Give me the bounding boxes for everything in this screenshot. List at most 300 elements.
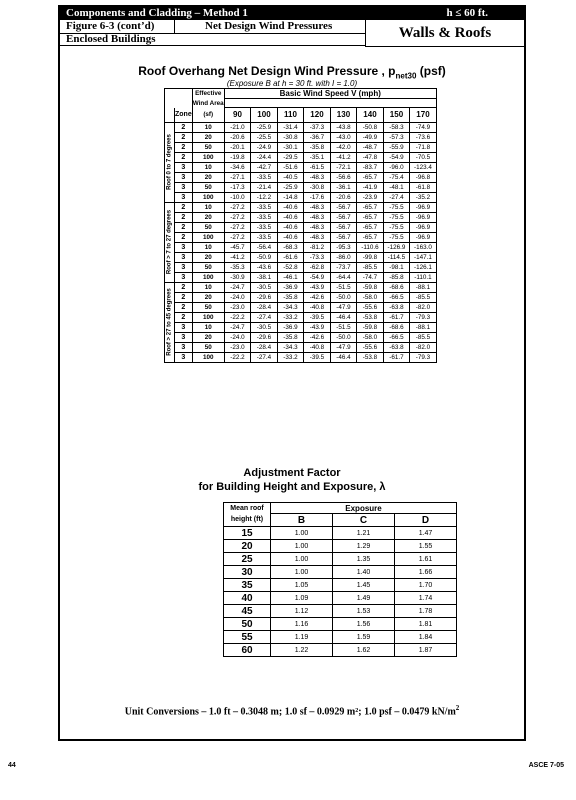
table-row	[165, 182, 437, 192]
header-wind-area: Wind Area	[192, 99, 224, 107]
pressure-cell: -20.6	[330, 192, 357, 202]
zone-cell: 2	[175, 142, 193, 152]
factor-cell: 1.19	[271, 631, 333, 644]
factor-cell: 1.45	[333, 579, 395, 592]
pressure-cell: -36.9	[277, 282, 304, 292]
pressure-cell: -29.6	[251, 292, 278, 302]
pressure-cell: -65.7	[357, 222, 384, 232]
walls-roofs-title: Walls & Roofs	[398, 25, 492, 41]
pressure-cell: -33.5	[251, 232, 278, 242]
pressure-cell: -43.9	[304, 322, 331, 332]
pressure-cell: -35.2	[410, 192, 437, 202]
method-title: Components and Cladding – Method 1	[60, 7, 365, 20]
factor-cell: 1.84	[395, 631, 457, 644]
pressure-cell: -52.8	[277, 262, 304, 272]
pressure-cell: -61.7	[383, 312, 410, 322]
factor-cell: 1.47	[395, 527, 457, 540]
pressure-cell: -35.1	[304, 152, 331, 162]
pressure-cell: -110.6	[357, 242, 384, 252]
pressure-cell: -56.4	[251, 242, 278, 252]
table-row	[165, 202, 437, 212]
area-cell: 20	[192, 252, 224, 262]
wind-table-title-main: Roof Overhang Net Design Wind Pressure , p	[138, 64, 396, 78]
area-cell: 50	[192, 142, 224, 152]
area-cell: 10	[192, 202, 224, 212]
header-speed-130: 130	[330, 108, 357, 123]
zone-cell: 2	[175, 152, 193, 162]
pressure-cell: -40.6	[277, 212, 304, 222]
pressure-cell: -41.2	[224, 252, 251, 262]
pressure-cell: -147.1	[410, 252, 437, 262]
factor-cell: 1.00	[271, 553, 333, 566]
header-mean-roof: Mean roof	[224, 503, 271, 514]
pressure-cell: -51.5	[330, 282, 357, 292]
pressure-cell: -30.8	[277, 132, 304, 142]
pressure-cell: -50.0	[330, 332, 357, 342]
table-row	[165, 272, 437, 282]
pressure-cell: -73.3	[304, 252, 331, 262]
header-height-ft: height (ft)	[224, 514, 271, 527]
zone-cell: 2	[175, 212, 193, 222]
pressure-cell: -19.8	[224, 152, 251, 162]
pressure-cell: -43.6	[251, 262, 278, 272]
area-cell: 10	[192, 282, 224, 292]
adjustment-row	[224, 618, 457, 631]
pressure-cell: -48.1	[383, 182, 410, 192]
zone-cell: 3	[175, 262, 193, 272]
table-row	[165, 292, 437, 302]
pressure-cell: -50.0	[330, 292, 357, 302]
pressure-cell: -36.7	[304, 132, 331, 142]
pressure-cell: -110.1	[410, 272, 437, 282]
pressure-cell: -58.3	[383, 122, 410, 132]
factor-cell: 1.35	[333, 553, 395, 566]
area-cell: 50	[192, 182, 224, 192]
pressure-cell: -47.9	[330, 302, 357, 312]
wind-pressure-table	[164, 88, 437, 363]
header-divider	[174, 20, 175, 34]
zone-cell: 3	[175, 342, 193, 352]
pressure-cell: -25.9	[277, 182, 304, 192]
exposure-d: D	[395, 514, 457, 527]
pressure-cell: -56.6	[330, 172, 357, 182]
pressure-cell: -83.7	[357, 162, 384, 172]
header-speed-100: 100	[251, 108, 278, 123]
pressure-cell: -27.4	[251, 312, 278, 322]
pressure-cell: -51.6	[277, 162, 304, 172]
header-speed-170: 170	[410, 108, 437, 123]
zone-cell: 2	[175, 132, 193, 142]
pressure-cell: -40.5	[277, 172, 304, 182]
header-sf: (sf)	[192, 108, 224, 123]
pressure-cell: -17.6	[304, 192, 331, 202]
pressure-cell: -56.7	[330, 202, 357, 212]
pressure-cell: -50.8	[357, 122, 384, 132]
area-cell: 50	[192, 342, 224, 352]
factor-cell: 1.29	[333, 540, 395, 553]
pressure-cell: -43.9	[304, 282, 331, 292]
pressure-cell: -30.1	[277, 142, 304, 152]
zone-cell: 3	[175, 352, 193, 362]
standard-name: ASCE 7-05	[528, 762, 564, 769]
pressure-cell: -55.6	[357, 302, 384, 312]
pressure-cell: -42.0	[330, 142, 357, 152]
pressure-cell: -20.6	[224, 132, 251, 142]
pressure-cell: -53.8	[357, 352, 384, 362]
factor-cell: 1.56	[333, 618, 395, 631]
table-row	[165, 232, 437, 242]
pressure-cell: -126.1	[410, 262, 437, 272]
pressure-cell: -35.8	[304, 142, 331, 152]
pressure-cell: -35.8	[277, 292, 304, 302]
table-row	[165, 332, 437, 342]
adjustment-row	[224, 540, 457, 553]
pressure-cell: -70.5	[410, 152, 437, 162]
pressure-cell: -74.9	[410, 122, 437, 132]
pressure-cell: -62.8	[304, 262, 331, 272]
pressure-cell: -48.3	[304, 202, 331, 212]
pressure-cell: -27.4	[383, 192, 410, 202]
zone-cell: 2	[175, 302, 193, 312]
pressure-cell: -48.7	[357, 142, 384, 152]
pressure-cell: -64.4	[330, 272, 357, 282]
factor-cell: 1.66	[395, 566, 457, 579]
zone-cell: 3	[175, 192, 193, 202]
pressure-cell: -95.3	[330, 242, 357, 252]
pressure-cell: -33.5	[251, 212, 278, 222]
factor-cell: 1.55	[395, 540, 457, 553]
factor-cell: 1.78	[395, 605, 457, 618]
roof-slope-label: Roof > 7 to 27 degrees	[166, 209, 172, 275]
header-left	[60, 7, 365, 59]
pressure-cell: -23.0	[224, 302, 251, 312]
pressure-cell: -59.8	[357, 322, 384, 332]
table-row	[165, 162, 437, 172]
adjustment-title: Adjustment Factor	[243, 467, 341, 479]
adjustment-row	[224, 605, 457, 618]
table-row	[165, 122, 437, 132]
table-row	[165, 352, 437, 362]
zone-cell: 2	[175, 292, 193, 302]
factor-cell: 1.59	[333, 631, 395, 644]
pressure-cell: -33.5	[251, 202, 278, 212]
pressure-cell: -75.5	[383, 232, 410, 242]
factor-cell: 1.70	[395, 579, 457, 592]
wind-table-title	[60, 64, 524, 80]
pressure-cell: -85.5	[410, 332, 437, 342]
pressure-cell: -96.9	[410, 222, 437, 232]
pressure-cell: -49.9	[357, 132, 384, 142]
pressure-cell: -55.9	[383, 142, 410, 152]
pressure-cell: -22.2	[224, 312, 251, 322]
table-row	[165, 132, 437, 142]
adjustment-row	[224, 566, 457, 579]
zone-cell: 2	[175, 202, 193, 212]
header-zone: Zone	[175, 108, 193, 123]
pressure-cell: -61.5	[304, 162, 331, 172]
pressure-cell: -27.4	[251, 352, 278, 362]
figure-row	[60, 20, 365, 34]
pressure-cell: -41.2	[330, 152, 357, 162]
table-row	[165, 282, 437, 292]
unit-conversions-text: Unit Conversions – 1.0 ft – 0.3048 m; 1.0 sf – 0.0929 m²; 1.0 psf – 0.0479 kN/m	[124, 706, 456, 718]
table-row	[165, 192, 437, 202]
pressure-cell: -61.7	[383, 352, 410, 362]
pressure-cell: -29.6	[251, 332, 278, 342]
table-header-row	[165, 108, 437, 123]
pressure-cell: -31.4	[277, 122, 304, 132]
pressure-cell: -68.6	[383, 322, 410, 332]
factor-cell: 1.00	[271, 566, 333, 579]
pressure-cell: -48.3	[304, 212, 331, 222]
figure-header	[60, 7, 524, 59]
pressure-cell: -43.8	[330, 122, 357, 132]
pressure-cell: -88.1	[410, 282, 437, 292]
header-wind-speed: Basic Wind Speed V (mph)	[224, 89, 436, 99]
height-cell: 15	[224, 527, 271, 540]
pressure-cell: -28.4	[251, 342, 278, 352]
height-cell: 40	[224, 592, 271, 605]
pressure-cell: -114.5	[383, 252, 410, 262]
pressure-cell: -48.3	[304, 222, 331, 232]
pressure-cell: -85.5	[357, 262, 384, 272]
area-cell: 100	[192, 312, 224, 322]
zone-cell: 3	[175, 322, 193, 332]
height-cell: 45	[224, 605, 271, 618]
pressure-cell: -14.8	[277, 192, 304, 202]
pressure-cell: -30.9	[224, 272, 251, 282]
pressure-cell: -42.6	[304, 292, 331, 302]
pressure-cell: -40.8	[304, 302, 331, 312]
pressure-cell: -58.0	[357, 292, 384, 302]
table-row	[165, 212, 437, 222]
pressure-cell: -66.5	[383, 292, 410, 302]
pressure-cell: -85.8	[383, 272, 410, 282]
area-cell: 20	[192, 332, 224, 342]
pressure-cell: -65.7	[357, 232, 384, 242]
wind-table-title-sub: net30	[395, 71, 417, 81]
pressure-cell: -42.7	[251, 162, 278, 172]
pressure-cell: -34.3	[277, 342, 304, 352]
adjustment-row	[224, 553, 457, 566]
pressure-cell: -99.8	[357, 252, 384, 262]
pressure-cell: -30.8	[304, 182, 331, 192]
building-type: Enclosed Buildings	[60, 34, 365, 46]
pressure-cell: -56.7	[330, 212, 357, 222]
wind-table-title-unit: (psf)	[416, 64, 446, 78]
table-header-row	[165, 89, 437, 99]
adjustment-subtitle: for Building Height and Exposure, λ	[198, 481, 386, 493]
pressure-cell: -54.9	[304, 272, 331, 282]
pressure-cell: -29.5	[277, 152, 304, 162]
pressure-cell: -63.8	[383, 342, 410, 352]
height-limit: h ≤ 60 ft.	[366, 7, 524, 20]
adjustment-header-row	[224, 514, 457, 527]
factor-cell: 1.53	[333, 605, 395, 618]
pressure-cell: -71.8	[410, 142, 437, 152]
factor-cell: 1.49	[333, 592, 395, 605]
header-speed-150: 150	[383, 108, 410, 123]
header-speed-110: 110	[277, 108, 304, 123]
roof-slope-group	[165, 122, 175, 202]
pressure-cell: -20.1	[224, 142, 251, 152]
pressure-cell: -24.7	[224, 322, 251, 332]
pressure-cell: -42.6	[304, 332, 331, 342]
pressure-cell: -58.0	[357, 332, 384, 342]
pressure-cell: -96.8	[410, 172, 437, 182]
table-row	[165, 152, 437, 162]
pressure-cell: -24.0	[224, 292, 251, 302]
pressure-cell: -27.2	[224, 232, 251, 242]
pressure-cell: -30.5	[251, 282, 278, 292]
height-cell: 30	[224, 566, 271, 579]
pressure-cell: -38.1	[251, 272, 278, 282]
wind-table-note: (Exposure B at h = 30 ft. with I = 1.0)	[226, 79, 358, 88]
pressure-cell: -34.3	[277, 302, 304, 312]
pressure-cell: -27.1	[224, 172, 251, 182]
pressure-cell: -61.6	[277, 252, 304, 262]
factor-cell: 1.62	[333, 644, 395, 657]
pressure-cell: -82.0	[410, 342, 437, 352]
factor-cell: 1.81	[395, 618, 457, 631]
pressure-cell: -74.7	[357, 272, 384, 282]
header-blank	[165, 89, 193, 108]
pressure-cell: -82.0	[410, 302, 437, 312]
factor-cell: 1.40	[333, 566, 395, 579]
pressure-cell: -63.8	[383, 302, 410, 312]
pressure-cell: -28.4	[251, 302, 278, 312]
factor-cell: 1.00	[271, 540, 333, 553]
factor-cell: 1.61	[395, 553, 457, 566]
pressure-cell: -39.5	[304, 312, 331, 322]
adjustment-row	[224, 644, 457, 657]
factor-cell: 1.09	[271, 592, 333, 605]
header-speed-120: 120	[304, 108, 331, 123]
pressure-cell: -45.7	[224, 242, 251, 252]
pressure-cell: -59.8	[357, 282, 384, 292]
table-row	[165, 172, 437, 182]
pressure-cell: -123.4	[410, 162, 437, 172]
pressure-cell: -48.3	[304, 232, 331, 242]
pressure-cell: -96.9	[410, 202, 437, 212]
pressure-cell: -56.7	[330, 232, 357, 242]
pressure-cell: -79.3	[410, 352, 437, 362]
pressure-cell: -55.6	[357, 342, 384, 352]
pressure-cell: -17.3	[224, 182, 251, 192]
pressure-cell: -39.5	[304, 352, 331, 362]
pressure-cell: -22.2	[224, 352, 251, 362]
header-effective: Effective	[192, 89, 224, 99]
pressure-cell: -73.7	[330, 262, 357, 272]
pressure-cell: -27.2	[224, 222, 251, 232]
pressure-cell: -72.1	[330, 162, 357, 172]
factor-cell: 1.16	[271, 618, 333, 631]
pressure-cell: -35.8	[277, 332, 304, 342]
pressure-cell: -96.0	[383, 162, 410, 172]
adjustment-row	[224, 527, 457, 540]
height-cell: 50	[224, 618, 271, 631]
pressure-cell: -41.9	[357, 182, 384, 192]
area-cell: 10	[192, 122, 224, 132]
pressure-cell: -40.6	[277, 202, 304, 212]
pressure-cell: -50.9	[251, 252, 278, 262]
pressure-cell: -73.6	[410, 132, 437, 142]
pressure-cell: -46.4	[330, 352, 357, 362]
area-cell: 100	[192, 272, 224, 282]
header-spacer	[224, 99, 436, 108]
pressure-cell: -23.0	[224, 342, 251, 352]
area-cell: 100	[192, 152, 224, 162]
pressure-cell: -85.5	[410, 292, 437, 302]
header-speed-140: 140	[357, 108, 384, 123]
zone-cell: 2	[175, 232, 193, 242]
unit-conversions: Unit Conversions – 1.0 ft – 0.3048 m; 1.0 sf – 0.0929 m²; 1.0 psf – 0.0479 $kN/m^2$	[124, 704, 460, 718]
roof-slope-label: Roof > 27 to 45 degrees	[166, 288, 172, 356]
zone-cell: 2	[175, 312, 193, 322]
header-right	[365, 7, 524, 47]
pressure-cell: -75.5	[383, 212, 410, 222]
factor-cell: 1.22	[271, 644, 333, 657]
height-cell: 35	[224, 579, 271, 592]
table-row	[165, 252, 437, 262]
table-row	[165, 312, 437, 322]
roof-slope-group	[165, 202, 175, 282]
pressure-cell: -24.4	[251, 152, 278, 162]
pressure-cell: -33.2	[277, 352, 304, 362]
area-cell: 20	[192, 172, 224, 182]
zone-cell: 2	[175, 122, 193, 132]
area-cell: 100	[192, 352, 224, 362]
pressure-cell: -81.2	[304, 242, 331, 252]
pressure-cell: -47.8	[357, 152, 384, 162]
roof-slope-group	[165, 282, 175, 362]
pressure-cell: -48.3	[304, 172, 331, 182]
pressure-cell: -37.3	[304, 122, 331, 132]
table-row	[165, 342, 437, 352]
adjustment-row	[224, 631, 457, 644]
factor-cell: 1.74	[395, 592, 457, 605]
area-cell: 20	[192, 212, 224, 222]
area-cell: 20	[192, 132, 224, 142]
pressure-cell: -27.2	[224, 202, 251, 212]
pressure-cell: -40.6	[277, 232, 304, 242]
factor-cell: 1.05	[271, 579, 333, 592]
pressure-cell: -88.1	[410, 322, 437, 332]
pressure-cell: -98.1	[383, 262, 410, 272]
zone-cell: 3	[175, 172, 193, 182]
area-cell: 100	[192, 232, 224, 242]
pressure-cell: -75.5	[383, 222, 410, 232]
pressure-cell: -36.9	[277, 322, 304, 332]
pressure-cell: -46.4	[330, 312, 357, 322]
area-cell: 20	[192, 292, 224, 302]
area-cell: 50	[192, 262, 224, 272]
table-row	[165, 242, 437, 252]
zone-cell: 2	[175, 282, 193, 292]
pressure-cell: -65.7	[357, 212, 384, 222]
adjustment-header-row	[224, 503, 457, 514]
pressure-cell: -65.7	[357, 172, 384, 182]
pressure-cell: -51.5	[330, 322, 357, 332]
pressure-cell: -21.4	[251, 182, 278, 192]
height-cell: 20	[224, 540, 271, 553]
zone-cell: 3	[175, 252, 193, 262]
pressure-cell: -96.9	[410, 212, 437, 222]
height-cell: 25	[224, 553, 271, 566]
zone-cell: 3	[175, 332, 193, 342]
table-row	[165, 302, 437, 312]
adjustment-table	[223, 502, 457, 657]
